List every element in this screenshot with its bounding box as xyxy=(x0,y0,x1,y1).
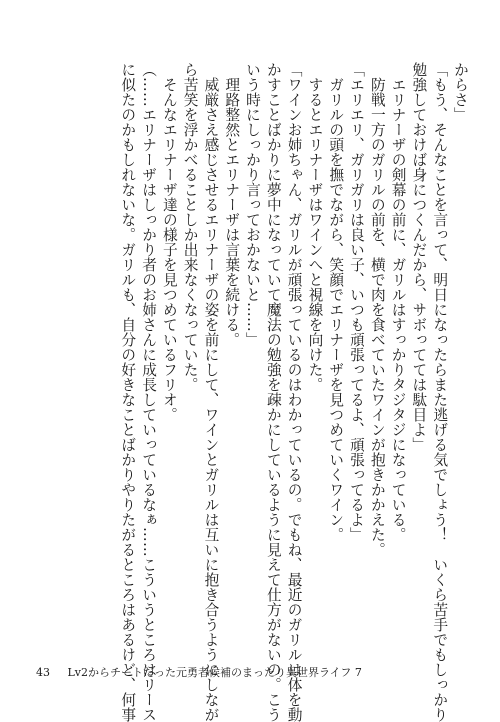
text-line: （……エリナーザはしっかり者のお姉さんに成長していっているなぁ……こういうところはリース xyxy=(140,62,158,722)
text-line: いう時にしっかり言っておかないと……」 xyxy=(244,62,262,347)
text-line: 勉強しておけば身につくんだから、サボってては駄目よ」 xyxy=(410,62,428,452)
text-line: するとエリナーザはワインへと視線を向けた。 xyxy=(306,62,324,392)
text-line: 「ワインお姉ちゃん、ガリルが頑張っているのはわかっているの。でもね、最近のガリルは体を動 xyxy=(285,62,303,722)
book-title: Lv2からチートだった元勇者候補のまったり異世界ライフ 7 xyxy=(67,666,362,679)
page-number: 43 xyxy=(36,666,50,679)
text-line: 「エリエリ、ガリガリは良い子、いつも頑張ってるよ、頑張ってるよ」 xyxy=(348,62,366,542)
text-line: からさ」 xyxy=(452,62,469,122)
text-line: 防戦一方のガリルの前を、横で肉を食べていたワインが抱きかかえた。 xyxy=(368,62,386,557)
text-line: 威厳さえ感じさせるエリナーザの姿を前にして、ワインとガリルは互いに抱き合うようにしなが xyxy=(202,62,220,722)
text-line: ガリルの頭を撫でながら、笑顔でエリナーザを見つめていくワイン。 xyxy=(327,62,345,542)
text-line: 理路整然とエリナーザは言葉を続ける。 xyxy=(223,62,241,347)
text-line: エリナーザの剣幕の前に、ガリルはすっかりタジタジになっている。 xyxy=(389,62,407,542)
text-line: かすことばかりに夢中になっていて魔法の勉強を疎かにしているように見えて仕方がないの。こう xyxy=(264,62,282,722)
text-line: 「もう、そんなことを言って、明日になったらまた逃げる気でしょう！ いくら苦手でもしっかり xyxy=(431,62,449,722)
page-footer xyxy=(36,664,362,680)
text-line: に似たのかもしれないな。ガリルも、自分の好きなことばかりやりたがるところはあるけど、何事 xyxy=(119,62,137,722)
text-line: ら苦笑を浮かべることしか出来なくなっていた。 xyxy=(181,62,199,392)
text-line: そんなエリナーザ達の様子を見つめているフリオ。 xyxy=(160,62,178,422)
